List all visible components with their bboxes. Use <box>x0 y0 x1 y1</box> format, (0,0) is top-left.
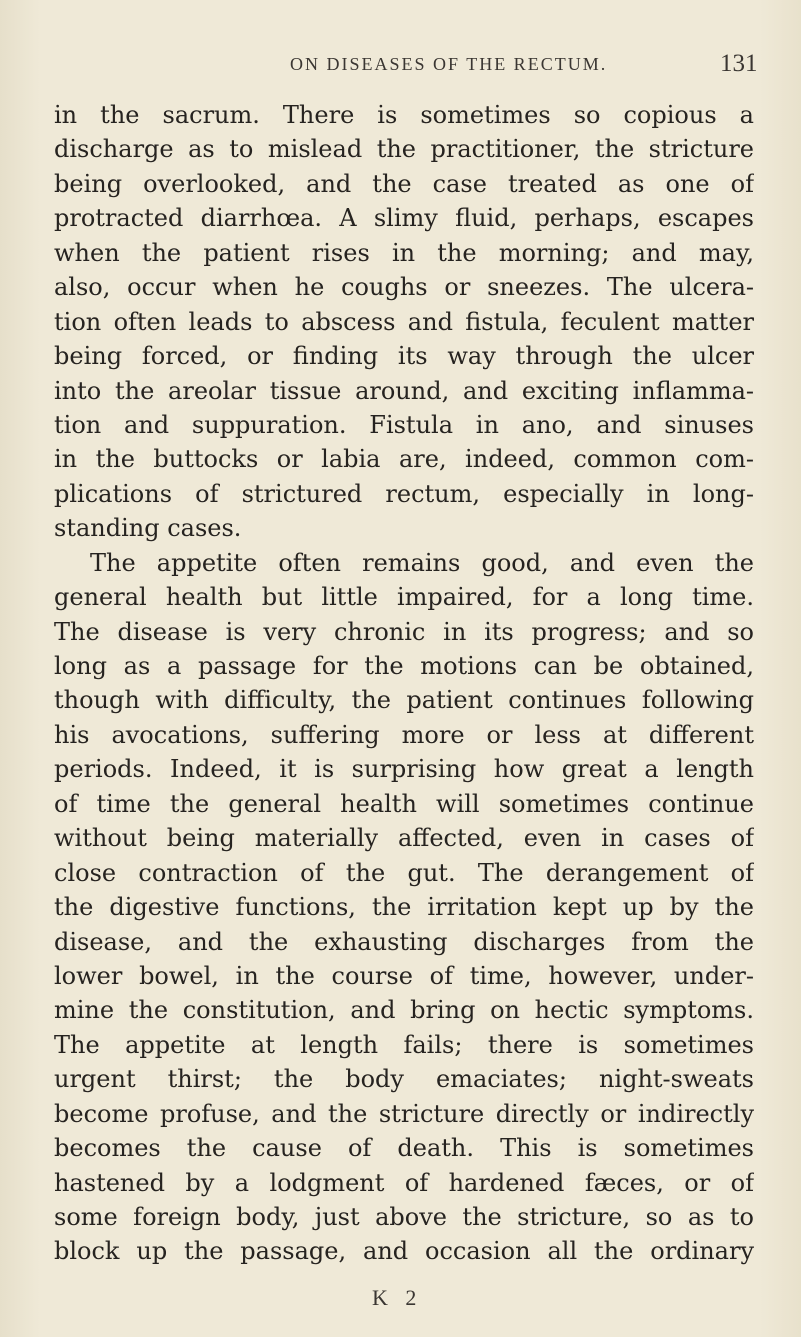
text-line: discharge as to mislead the practitioner, the stricture <box>54 135 754 164</box>
text-line: become profuse, and the stricture directly or indirectly <box>54 1099 754 1128</box>
text-line: also, occur when he coughs or sneezes. The ulcera- <box>54 273 754 302</box>
text-line: The disease is very chronic in its progress; and so <box>54 617 754 646</box>
text-line: hastened by a lodgment of hardened fæces, or of <box>54 1168 754 1197</box>
text-line: urgent thirst; the body emaciates; night-sweats <box>54 1065 754 1094</box>
running-head <box>0 50 801 84</box>
text-line: his avocations, suffering more or less at different <box>54 720 754 749</box>
page-number: 131 <box>720 50 758 77</box>
paragraph-start-line: The appetite often remains good, and even the <box>90 548 754 577</box>
text-line: protracted diarrhœa. A slimy fluid, perhaps, escapes <box>54 204 754 233</box>
text-line: the digestive functions, the irritation kept up by the <box>54 893 754 922</box>
text-line: general health but little impaired, for a long time. <box>54 583 754 612</box>
running-head-title: ON DISEASES OF THE RECTUM. <box>290 54 608 74</box>
text-line: some foreign body, just above the stricture, so as to <box>54 1203 754 1231</box>
text-line: becomes the cause of death. This is sometimes <box>54 1134 754 1163</box>
text-line: being forced, or finding its way through the ulcer <box>54 342 754 371</box>
text-line: of time the general health will sometimes continue <box>54 789 754 818</box>
text-line: long as a passage for the motions can be obtained, <box>54 652 754 680</box>
text-line: close contraction of the gut. The derangement of <box>54 858 754 887</box>
text-line: in the sacrum. There is sometimes so copious a <box>54 101 754 129</box>
text-line: periods. Indeed, it is surprising how great a length <box>54 755 754 784</box>
body-text <box>54 98 754 1269</box>
text-line: mine the constitution, and bring on hectic symptoms. <box>54 996 754 1025</box>
text-line: into the areolar tissue around, and exciting inflamma- <box>54 376 754 405</box>
text-line: tion often leads to abscess and fistula, feculent matter <box>54 307 754 336</box>
paragraph-end-line: standing cases. <box>54 514 242 543</box>
text-line: in the buttocks or labia are, indeed, common com- <box>54 445 754 474</box>
text-line: plications of strictured rectum, especially in long- <box>54 479 754 508</box>
text-line: block up the passage, and occasion all the ordinary <box>54 1237 754 1266</box>
text-line: disease, and the exhausting discharges from the <box>54 927 754 956</box>
signature-mark: K 2 <box>372 1285 423 1310</box>
text-line: being overlooked, and the case treated as one of <box>54 169 754 198</box>
text-line: though with difficulty, the patient continues following <box>54 686 754 715</box>
text-line: when the patient rises in the morning; and may, <box>54 238 754 267</box>
text-line: tion and suppuration. Fistula in ano, and sinuses <box>54 410 754 439</box>
text-line: lower bowel, in the course of time, however, under- <box>54 961 754 990</box>
text-line: without being materially affected, even in cases of <box>54 824 754 853</box>
text-line: The appetite at length fails; there is sometimes <box>54 1030 754 1059</box>
